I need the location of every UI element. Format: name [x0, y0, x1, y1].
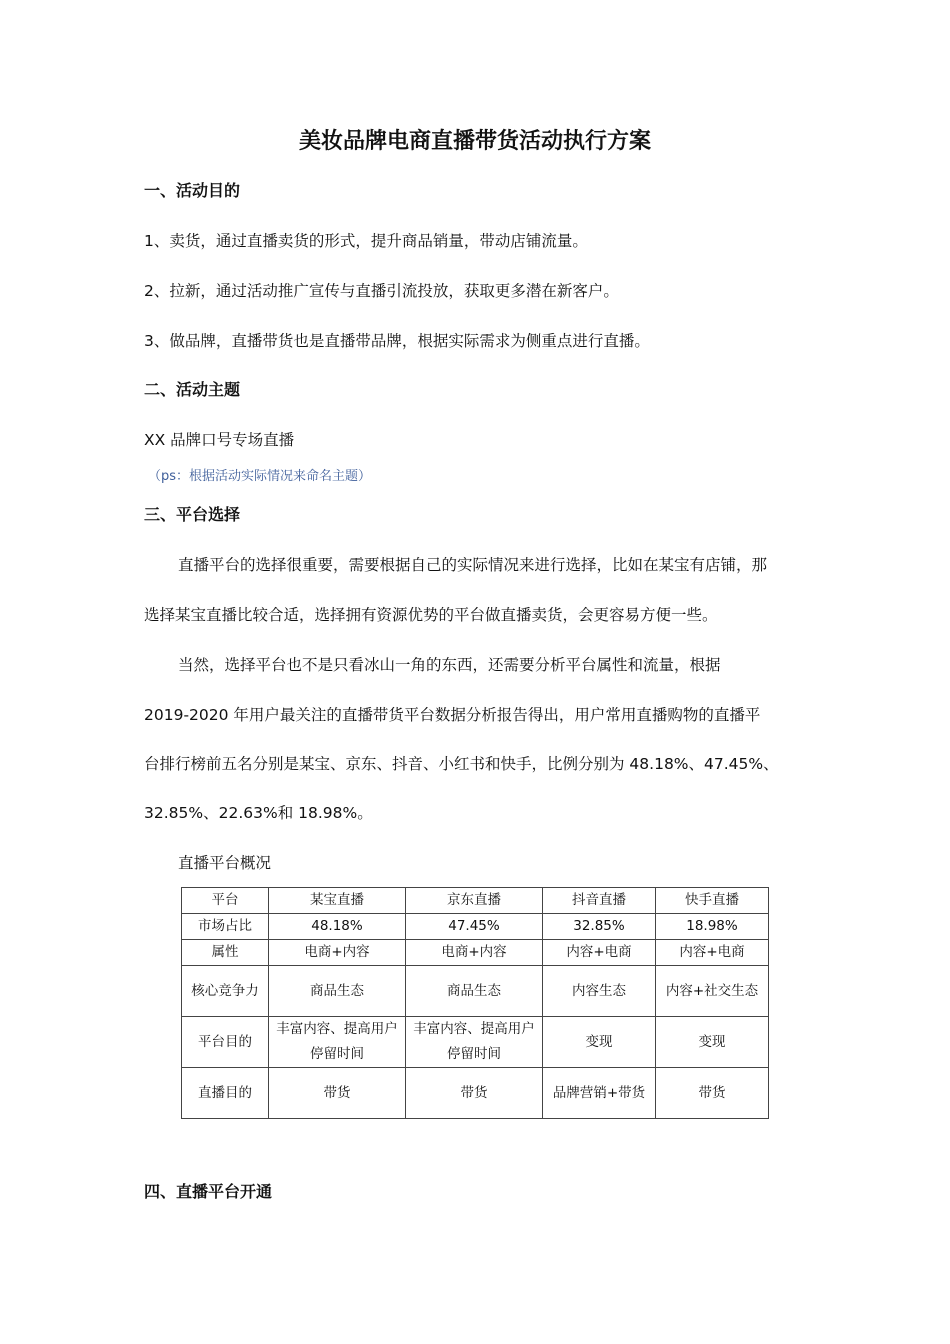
table-cell: 平台 [182, 888, 269, 914]
objective-item: 2、拉新，通过活动推广宣传与直播引流投放，获取更多潜在新客户。 [144, 282, 619, 300]
table-cell: 18.98% [656, 914, 769, 940]
section-heading-platform: 三、平台选择 [144, 505, 241, 524]
table-cell: 内容+社交生态 [656, 966, 769, 1017]
section-heading-theme: 二、活动主题 [144, 380, 241, 399]
theme-text: XX 品牌口号专场直播 [144, 431, 295, 449]
table-cell: 变现 [656, 1017, 769, 1068]
table-row [182, 1017, 769, 1068]
table-cell: 带货 [269, 1068, 406, 1119]
objective-item: 3、做品牌，直播带货也是直播带品牌，根据实际需求为侧重点进行直播。 [144, 332, 650, 350]
table-caption: 直播平台概况 [178, 854, 272, 872]
table-cell: 核心竞争力 [182, 966, 269, 1017]
table-cell: 直播目的 [182, 1068, 269, 1119]
table-row [182, 914, 769, 940]
table-cell: 带货 [656, 1068, 769, 1119]
table-cell: 32.85% [543, 914, 656, 940]
table-row [182, 940, 769, 966]
table-cell: 京东直播 [406, 888, 543, 914]
paragraph-line: 台排行榜前五名分别是某宝、京东、抖音、小红书和快手，比例分别为 48.18%、47.45%、 [144, 755, 779, 773]
table-cell: 商品生态 [406, 966, 543, 1017]
table-cell: 品牌营销+带货 [543, 1068, 656, 1119]
platform-table [181, 887, 769, 1119]
table-cell: 市场占比 [182, 914, 269, 940]
table-cell: 电商+内容 [406, 940, 543, 966]
table-cell: 内容生态 [543, 966, 656, 1017]
section-heading-objectives: 一、活动目的 [144, 181, 241, 200]
table-row [182, 1068, 769, 1119]
objective-item: 1、卖货，通过直播卖货的形式，提升商品销量，带动店铺流量。 [144, 232, 588, 250]
document-title: 美妆品牌电商直播带货活动执行方案 [298, 129, 651, 154]
table-cell: 48.18% [269, 914, 406, 940]
paragraph-line: 选择某宝直播比较合适，选择拥有资源优势的平台做直播卖货，会更容易方便一些。 [144, 606, 718, 624]
paragraph-line: 32.85%、22.63%和 18.98%。 [144, 804, 373, 822]
table-cell: 内容+电商 [656, 940, 769, 966]
table-cell: 属性 [182, 940, 269, 966]
table-cell: 平台目的 [182, 1017, 269, 1068]
table-cell: 丰富内容、提高用户停留时间 [406, 1017, 543, 1068]
table-cell: 某宝直播 [269, 888, 406, 914]
theme-note: （ps：根据活动实际情况来命名主题） [148, 469, 372, 484]
paragraph-line: 当然，选择平台也不是只看冰山一角的东西，还需要分析平台属性和流量，根据 [178, 656, 721, 674]
table-cell: 丰富内容、提高用户停留时间 [269, 1017, 406, 1068]
section-heading-platform-setup: 四、直播平台开通 [144, 1182, 273, 1201]
table-cell: 电商+内容 [269, 940, 406, 966]
table-cell: 内容+电商 [543, 940, 656, 966]
table-cell: 带货 [406, 1068, 543, 1119]
table-cell: 商品生态 [269, 966, 406, 1017]
table-header-row [182, 888, 769, 914]
paragraph-line: 直播平台的选择很重要，需要根据自己的实际情况来进行选择，比如在某宝有店铺，那 [178, 556, 768, 574]
table-cell: 变现 [543, 1017, 656, 1068]
paragraph-line: 2019-2020 年用户最关注的直播带货平台数据分析报告得出，用户常用直播购物的直播平 [144, 706, 761, 724]
table-cell: 抖音直播 [543, 888, 656, 914]
table-cell: 快手直播 [656, 888, 769, 914]
table-cell: 47.45% [406, 914, 543, 940]
table-row [182, 966, 769, 1017]
